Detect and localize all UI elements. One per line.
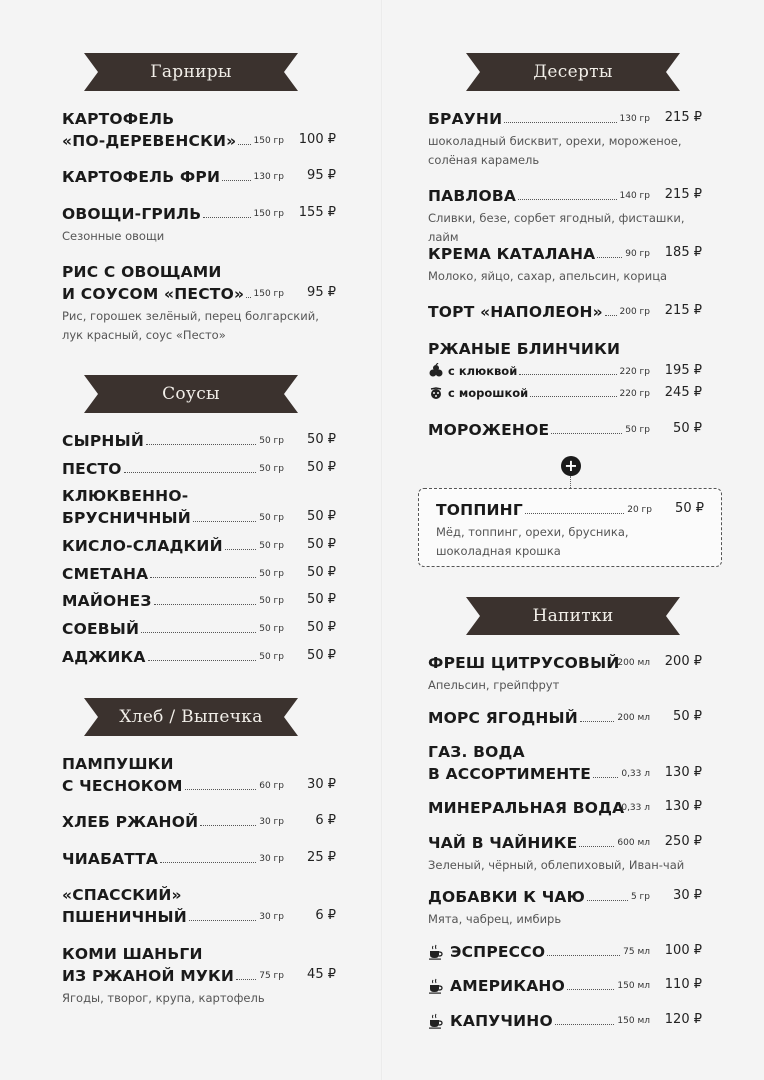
item-weight: 150 гр: [253, 136, 284, 146]
item-price: 110 ₽: [664, 977, 702, 992]
item-price: 50 ₽: [307, 432, 336, 447]
item-weight: 50 гр: [259, 569, 284, 579]
item-price: 100 ₽: [298, 132, 336, 147]
item-name: ЧАЙ В ЧАЙНИКЕ: [428, 834, 578, 852]
item-price: 215 ₽: [664, 110, 702, 125]
item-price: 25 ₽: [307, 850, 336, 865]
item-weight: 90 гр: [625, 249, 650, 259]
item-name: РИС С ОВОЩАМИ: [62, 263, 222, 281]
topping-box: [418, 488, 722, 567]
item-price: 95 ₽: [307, 285, 336, 300]
item-weight: 30 гр: [259, 854, 284, 864]
item-description: Сезонные овощи: [62, 229, 165, 243]
item-weight: 150 гр: [253, 289, 284, 299]
item-weight: 50 гр: [259, 624, 284, 634]
item-price: 6 ₽: [315, 908, 336, 923]
menu-item: [62, 848, 338, 870]
item-price: 50 ₽: [307, 537, 336, 552]
item-price: 50 ₽: [307, 460, 336, 475]
item-name: КАРТОФЕЛЬ ФРИ: [62, 168, 221, 186]
item-description: Зеленый, чёрный, облепиховый, Иван-чай: [428, 858, 685, 872]
menu-item: [428, 185, 704, 247]
item-description: солёная карамель: [428, 153, 540, 167]
item-name: ИЗ РЖАНОЙ МУКИ: [62, 967, 235, 985]
item-name: ТОППИНГ: [436, 501, 523, 519]
item-weight: 200 мл: [617, 713, 650, 723]
menu-item: [428, 941, 704, 963]
section-banner-drinks: [466, 597, 680, 635]
item-weight: 50 гр: [259, 541, 284, 551]
item-price: 130 ₽: [664, 765, 702, 780]
item-description: Молоко, яйцо, сахар, апельсин, корица: [428, 269, 668, 283]
item-description: Ягоды, творог, крупа, картофель: [62, 991, 265, 1005]
coffee-cup-icon: [428, 944, 444, 960]
section-title: Напитки: [532, 606, 614, 626]
item-weight: 75 мл: [623, 947, 650, 957]
item-name: КАПУЧИНО: [450, 1012, 553, 1030]
item-weight: 140 гр: [619, 191, 650, 201]
menu-item: [62, 203, 338, 246]
item-price: 50 ₽: [307, 620, 336, 635]
coffee-cup-icon: [428, 978, 444, 994]
section-title: Десерты: [533, 62, 613, 82]
item-name: С ЧЕСНОКОМ: [62, 777, 183, 795]
item-name: СЫРНЫЙ: [62, 432, 144, 450]
cloudberry-icon: [428, 385, 444, 401]
menu-item: [62, 811, 338, 833]
item-description: Мёд, топпинг, орехи, брусника,: [436, 525, 629, 539]
item-price: 155 ₽: [298, 205, 336, 220]
menu-item: [428, 301, 704, 323]
item-name: «ПО-ДЕРЕВЕНСКИ»: [62, 132, 237, 150]
item-name: ЧИАБАТТА: [62, 850, 159, 868]
item-weight: 50 гр: [625, 425, 650, 435]
item-weight: 150 гр: [253, 209, 284, 219]
menu-item: [62, 485, 338, 529]
item-description: Сливки, безе, сорбет ягодный, фисташки, лайм: [428, 211, 685, 244]
item-description: шоколадный бисквит, орехи, мороженое,: [428, 134, 682, 148]
add-topping-icon: +: [561, 456, 581, 476]
item-price: 50 ₽: [307, 565, 336, 580]
item-weight: 30 гр: [259, 912, 284, 922]
menu-item: [428, 652, 704, 695]
item-name: ФРЕШ ЦИТРУСОВЫЙ: [428, 654, 620, 672]
menu-item: [428, 243, 704, 286]
item-price: 195 ₽: [664, 363, 702, 378]
menu-item: [428, 338, 704, 404]
item-name: БРАУНИ: [428, 110, 503, 128]
item-name: ОВОЩИ-ГРИЛЬ: [62, 205, 202, 223]
cranberry-icon: [428, 363, 444, 379]
menu-item: [62, 458, 338, 480]
item-price: 250 ₽: [664, 834, 702, 849]
menu-item: [428, 1010, 704, 1032]
section-banner-garnish: [84, 53, 298, 91]
item-description: лук красный, соус «Песто»: [62, 328, 226, 342]
page-fold: [381, 0, 383, 1080]
item-price: 200 ₽: [664, 654, 702, 669]
item-name: АМЕРИКАНО: [450, 977, 565, 995]
item-price: 100 ₽: [664, 943, 702, 958]
item-name: РЖАНЫЕ БЛИНЧИКИ: [428, 340, 621, 358]
item-price: 185 ₽: [664, 245, 702, 260]
item-name: КОМИ ШАНЬГИ: [62, 945, 203, 963]
coffee-cup-icon: [428, 1013, 444, 1029]
connector-line: [570, 476, 571, 488]
item-name: СМЕТАНА: [62, 565, 149, 583]
menu-item: [428, 108, 704, 170]
item-name: МИНЕРАЛЬНАЯ ВОДА: [428, 799, 625, 817]
item-weight: 200 мл: [617, 658, 650, 668]
item-weight: 60 гр: [259, 781, 284, 791]
menu-item: [428, 419, 704, 441]
item-weight: 220 гр: [619, 367, 650, 377]
item-name: БРУСНИЧНЫЙ: [62, 509, 191, 527]
item-weight: 150 мл: [617, 1016, 650, 1026]
menu-item: [428, 832, 704, 875]
menu-item: [436, 499, 706, 561]
item-weight: 130 гр: [619, 114, 650, 124]
sub-item-name: с морошкой: [448, 386, 529, 400]
item-name: КРЕМА КАТАЛАНА: [428, 245, 596, 263]
item-name: ХЛЕБ РЖАНОЙ: [62, 813, 199, 831]
item-weight: 150 мл: [617, 981, 650, 991]
item-weight: 200 гр: [619, 307, 650, 317]
item-weight: 130 гр: [253, 172, 284, 182]
menu-item: [62, 884, 338, 928]
item-weight: 0,33 л: [621, 803, 650, 813]
section-title: Хлеб / Выпечка: [119, 707, 263, 727]
menu-item: [62, 618, 338, 640]
item-price: 215 ₽: [664, 187, 702, 202]
item-weight: 30 гр: [259, 817, 284, 827]
item-price: 50 ₽: [673, 709, 702, 724]
menu-item: [428, 741, 704, 785]
item-name: АДЖИКА: [62, 648, 146, 666]
item-price: 245 ₽: [664, 385, 702, 400]
item-name: ЭСПРЕССО: [450, 943, 546, 961]
menu-item: [428, 886, 704, 929]
item-name: ПШЕНИЧНЫЙ: [62, 908, 187, 926]
item-weight: 50 гр: [259, 464, 284, 474]
item-price: 120 ₽: [664, 1012, 702, 1027]
section-banner-bread: [84, 698, 298, 736]
section-banner-desserts: [466, 53, 680, 91]
item-name: СОЕВЫЙ: [62, 620, 140, 638]
section-title: Гарниры: [150, 62, 232, 82]
item-name: МОРОЖЕНОЕ: [428, 421, 550, 439]
item-weight: 50 гр: [259, 436, 284, 446]
item-weight: 220 гр: [619, 389, 650, 399]
item-name: В АССОРТИМЕНТЕ: [428, 765, 591, 783]
item-weight: 50 гр: [259, 652, 284, 662]
item-name: МАЙОНЕЗ: [62, 592, 152, 610]
menu-item: [62, 108, 338, 152]
item-name: ПАМПУШКИ: [62, 755, 174, 773]
item-name: КИСЛО-СЛАДКИЙ: [62, 537, 223, 555]
item-weight: 75 гр: [259, 971, 284, 981]
item-price: 215 ₽: [664, 303, 702, 318]
item-name: КАРТОФЕЛЬ: [62, 110, 175, 128]
item-description: Апельсин, грейпфрут: [428, 678, 560, 692]
item-name: КЛЮКВЕННО-: [62, 487, 189, 505]
item-name: МОРС ЯГОДНЫЙ: [428, 709, 578, 727]
item-price: 50 ₽: [307, 592, 336, 607]
item-price: 6 ₽: [315, 813, 336, 828]
item-name: «СПАССКИЙ»: [62, 886, 182, 904]
item-name: ТОРТ «НАПОЛЕОН»: [428, 303, 603, 321]
item-price: 130 ₽: [664, 799, 702, 814]
menu-item: [62, 753, 338, 797]
item-weight: 20 гр: [627, 505, 652, 515]
menu-item: [62, 430, 338, 452]
item-weight: 50 гр: [259, 596, 284, 606]
menu-item: [428, 707, 704, 729]
menu-item: [62, 646, 338, 668]
item-name: ГАЗ. ВОДА: [428, 743, 525, 761]
item-weight: 600 мл: [617, 838, 650, 848]
menu-item: [62, 590, 338, 612]
menu-item: [62, 943, 338, 1008]
menu-item: [428, 797, 704, 819]
item-name: И СОУСОМ «ПЕСТО»: [62, 285, 245, 303]
item-weight: 50 гр: [259, 513, 284, 523]
item-price: 95 ₽: [307, 168, 336, 183]
item-price: 30 ₽: [673, 888, 702, 903]
item-name: ДОБАВКИ К ЧАЮ: [428, 888, 586, 906]
section-title: Соусы: [162, 384, 220, 404]
sub-item: [428, 360, 704, 382]
item-name: ПЕСТО: [62, 460, 122, 478]
section-banner-sauces: [84, 375, 298, 413]
item-description: Рис, горошек зелёный, перец болгарский,: [62, 309, 319, 323]
item-price: 30 ₽: [307, 777, 336, 792]
item-price: 50 ₽: [307, 648, 336, 663]
item-name: ПАВЛОВА: [428, 187, 517, 205]
menu-item: [62, 563, 338, 585]
sub-item: [428, 382, 704, 404]
item-weight: 5 гр: [630, 892, 650, 902]
item-price: 50 ₽: [673, 421, 702, 436]
menu-item: [62, 261, 338, 345]
menu-item: [62, 535, 338, 557]
item-price: 45 ₽: [307, 967, 336, 982]
item-price: 50 ₽: [675, 501, 704, 516]
item-description: шоколадная крошка: [436, 544, 561, 558]
menu-item: [62, 166, 338, 188]
item-price: 50 ₽: [307, 509, 336, 524]
sub-item-name: с клюквой: [448, 364, 518, 378]
menu-item: [428, 975, 704, 997]
item-weight: 0,33 л: [621, 769, 650, 779]
item-description: Мята, чабрец, имбирь: [428, 912, 562, 926]
